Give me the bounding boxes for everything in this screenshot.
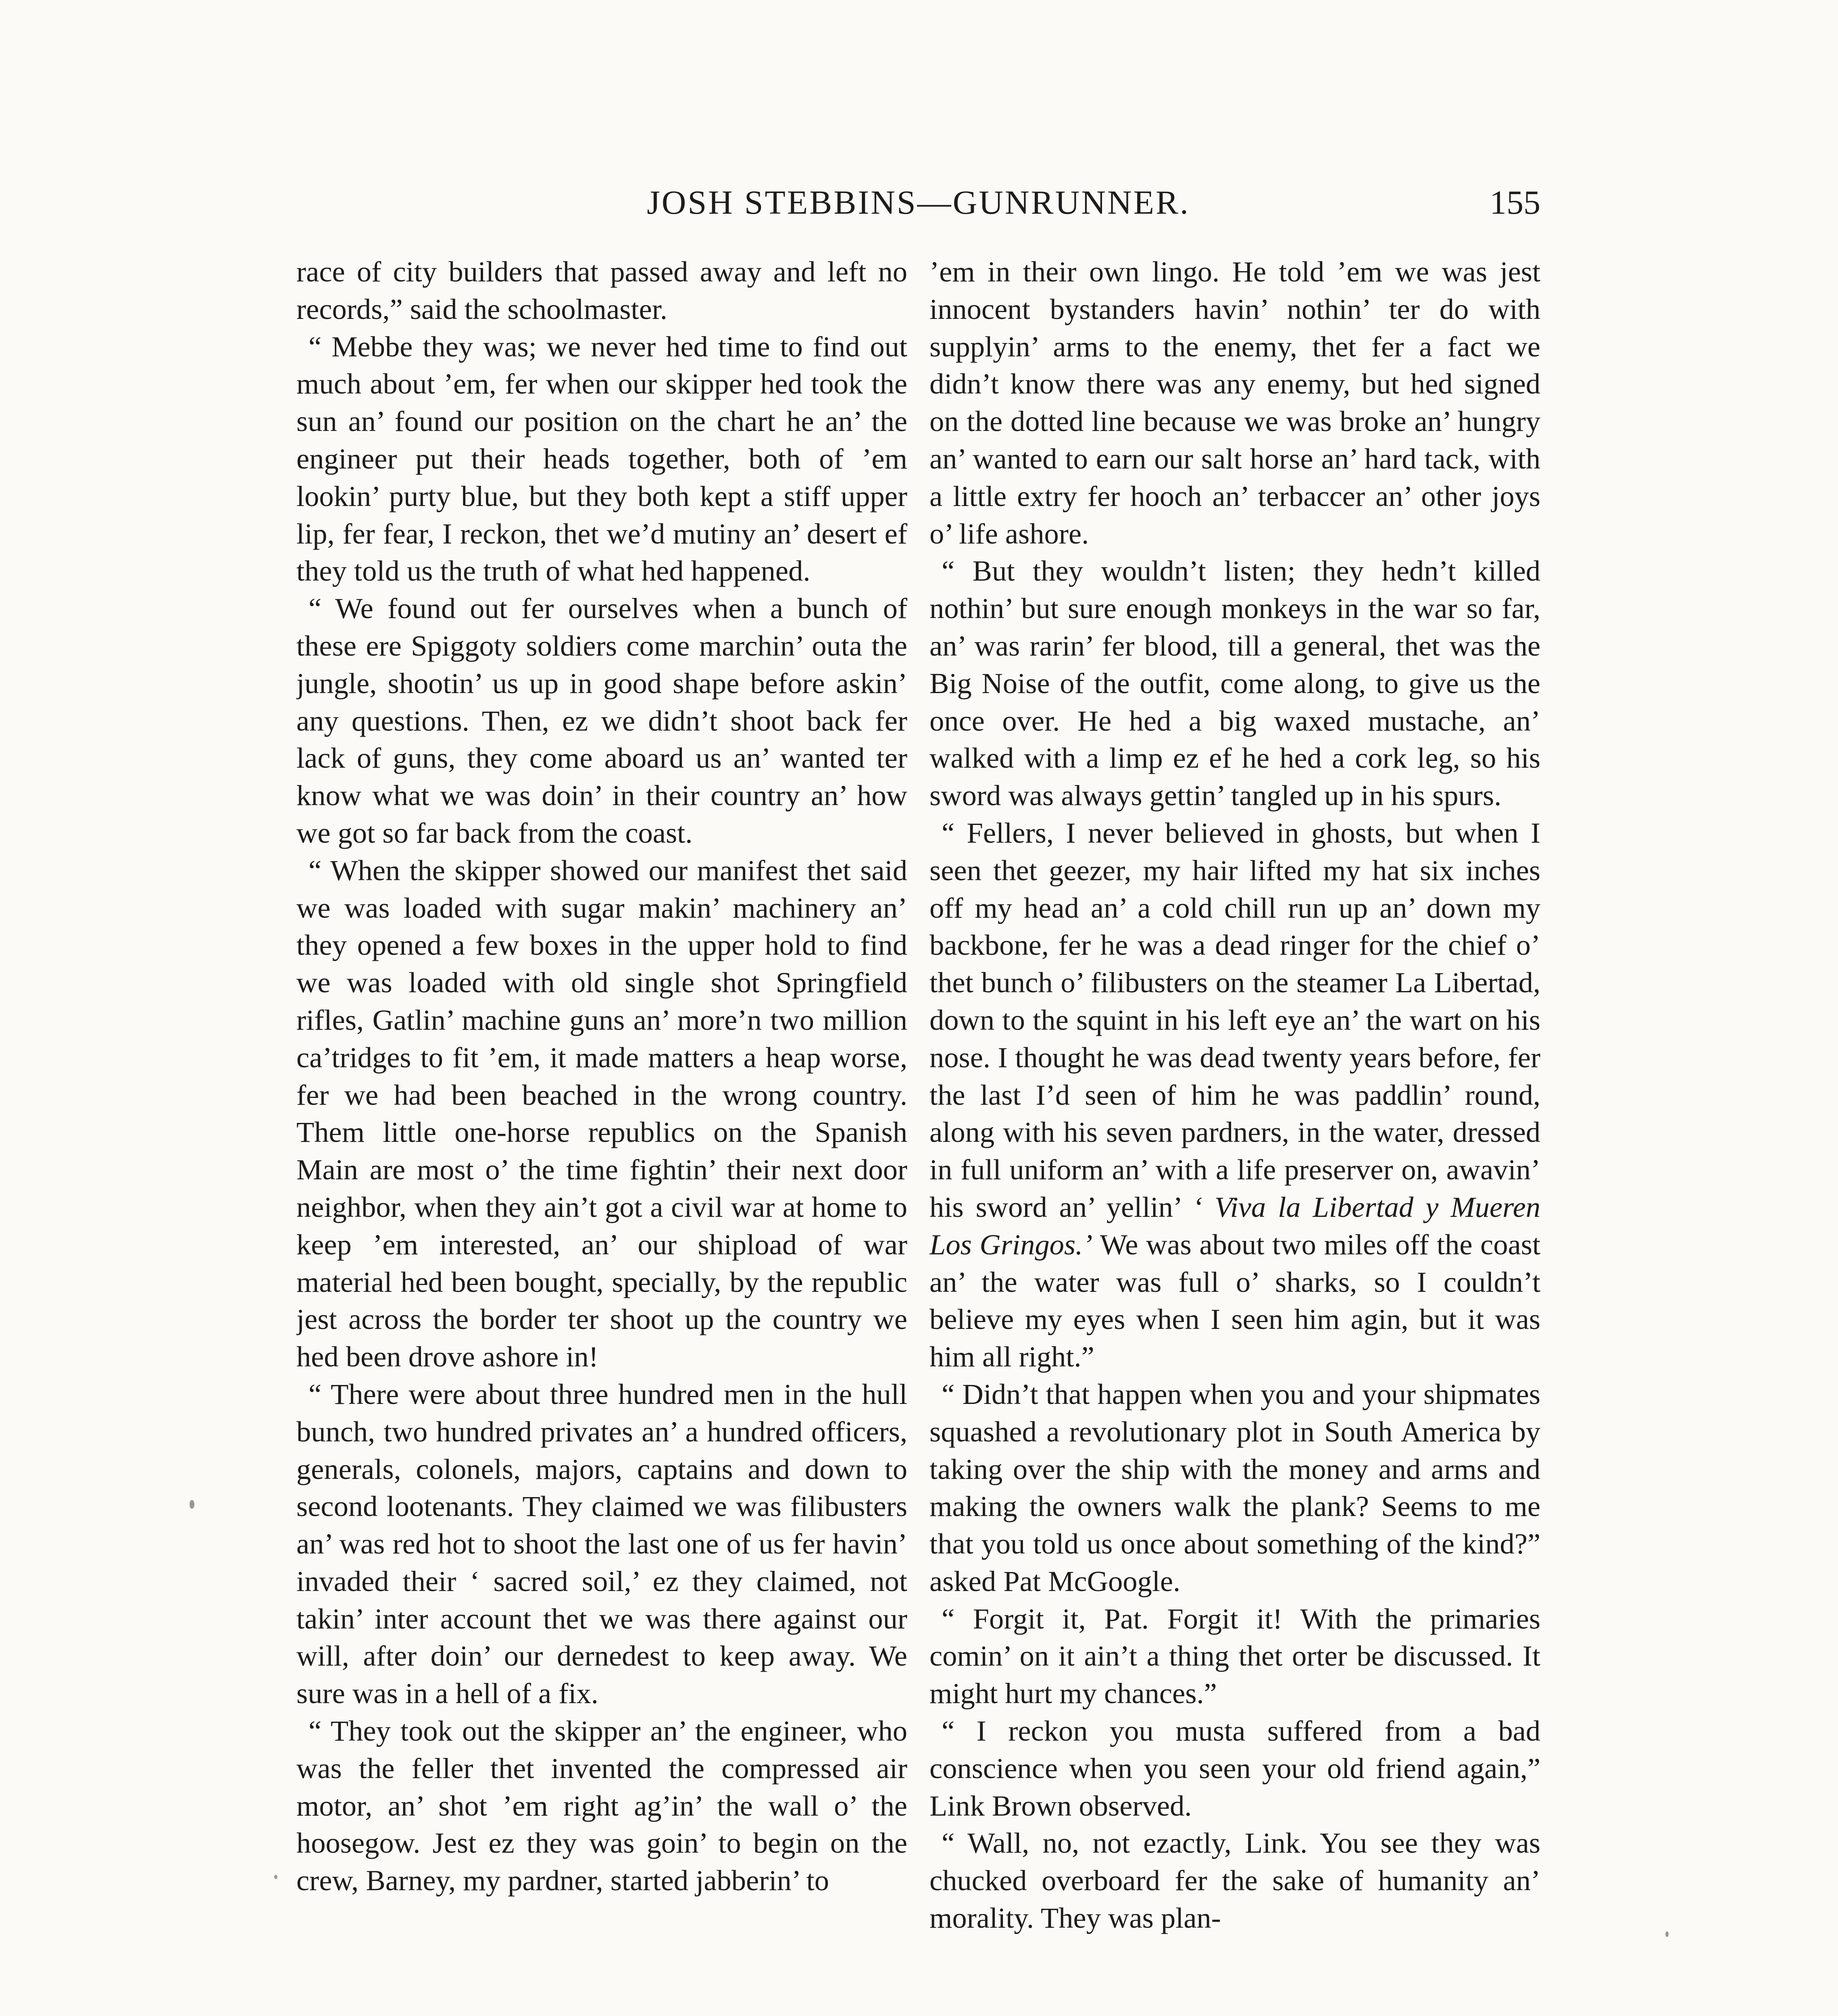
paragraph: “ They took out the skipper an’ the engineer, who was the feller thet invented the compressed air motor, an’ shot ’em right ag’in’ the wall o’ the hoosegow. Jest ez they was goin’ to begin on the crew, Barney, my pardner, started jabberin’ to	[296, 1714, 907, 1897]
paragraph: “ There were about three hundred men in the hull bunch, two hundred privates an’ a hundred officers, generals, colonels, majors, captains and down to second lootenants. They claimed we was filibusters an’ was red hot to shoot the last one of us fer havin’ invaded their ‘ sacred soil,’ ez they claimed, not takin’ inter account thet we was there against our will, after doin’ our dernedest to keep away. We sure was in a hell of a fix.	[296, 1377, 907, 1710]
paragraph-text: We was about two miles off the coast an’ the water was full o’ sharks, so I couldn’t believe my eyes when I seen him agin, but it was him all right.”	[929, 1228, 1540, 1373]
page-number: 155	[1490, 184, 1540, 221]
paragraph: “ When the skipper showed our manifest thet said we was loaded with sugar makin’ machinery an’ they opened a few boxes in the upper hold to find we was loaded with old single shot Springfield rifles, Gatlin’ machine guns an’ more’n two million ca’tridges to fit ’em, it made matters a heap worse, fer we had been beached in the wrong country. Them little one-horse republics on the Spanish Main are most o’ the time fightin’ their next door neighbor, when they ain’t got a civil war at home to keep ’em interested, an’ our shipload of war material hed been bought, specially, by the republic jest across the border ter shoot up the country we hed been drove ashore in!	[296, 854, 907, 1373]
italic-quote: ‘ Viva la Libertad y Mueren Los Gringos.’	[929, 1190, 1540, 1261]
paragraph: “ Wall, no, not ezactly, Link. You see they was chucked overboard fer the sake of humanity an’ morality. They was plan-	[929, 1826, 1540, 1935]
print-speck	[1665, 1931, 1669, 1937]
paragraph: “ Mebbe they was; we never hed time to find out much about ’em, fer when our skipper hed took the sun an’ found our position on the chart he an’ the engineer put their heads together, both of ’em lookin’ purty blue, but they both kept a stiff upper lip, fer fear, I reckon, thet we’d mutiny an’ desert ef they told us the truth of what hed happened.	[296, 330, 907, 587]
paragraph: race of city builders that passed away and left no records,” said the schoolmaster.	[296, 255, 907, 325]
paragraph: “ Forgit it, Pat. Forgit it! With the primaries comin’ on it ain’t a thing thet orter be discussed. It might hurt my chances.”	[929, 1602, 1540, 1710]
paragraph-with-italic	[929, 814, 1540, 1376]
paragraph: “ But they wouldn’t listen; they hedn’t killed nothin’ but sure enough monkeys in the war so far, an’ was rarin’ fer blood, till a general, thet was the Big Noise of the outfit, come along, to give us the once over. He hed a big waxed mustache, an’ walked with a limp ez ef he hed a cork leg, so his sword was always gettin’ tangled up in his spurs.	[929, 554, 1540, 812]
right-column	[929, 253, 1540, 2016]
paragraph: ’em in their own lingo. He told ’em we was jest innocent bystanders havin’ nothin’ ter do with supplyin’ arms to the enemy, thet fer a fact we didn’t know there was any enemy, but hed signed on the dotted line because we was broke an’ hungry an’ wanted to earn our salt horse an’ hard tack, with a little extry fer hooch an’ terbaccer an’ other joys o’ life ashore.	[929, 255, 1540, 550]
paragraph: “ I reckon you musta suffered from a bad conscience when you seen your old friend again,” Link Brown observed.	[929, 1714, 1540, 1822]
print-speck	[190, 1500, 194, 1509]
left-column	[296, 253, 907, 2016]
paragraph: “ We found out fer ourselves when a bunch of these ere Spiggoty soldiers come marchin’ outa the jungle, shootin’ us up in good shape before askin’ any questions. Then, ez we didn’t shoot back fer lack of guns, they come aboard us an’ wanted ter know what we was doin’ in their country an’ how we got so far back from the coast.	[296, 592, 907, 849]
paragraph: “ Didn’t that happen when you and your shipmates squashed a revolutionary plot in South America by taking over the ship with the money and arms and making the owners walk the plank? Seems to me that you told us once about something of the kind?” asked Pat McGoogle.	[929, 1377, 1540, 1597]
paragraph-text: “ Fellers, I never believed in ghosts, but when I seen thet geezer, my hair lifted my hat six inches off my head an’ a cold chill run up an’ down my backbone, fer he was a dead ringer for the chief o’ thet bunch o’ filibusters on the steamer La Libertad, down to the squint in his left eye an’ the wart on his nose. I thought he was dead twenty years before, fer the last I’d seen of him he was paddlin’ round, along with his seven pardners, in the water, dressed in full uniform an’ with a life preserver on, awavin’ his sword an’ yellin’	[929, 816, 1540, 1223]
running-title: JOSH STEBBINS—GUNRUNNER.	[647, 184, 1190, 221]
running-head	[296, 177, 1540, 229]
print-speck	[274, 1875, 277, 1879]
